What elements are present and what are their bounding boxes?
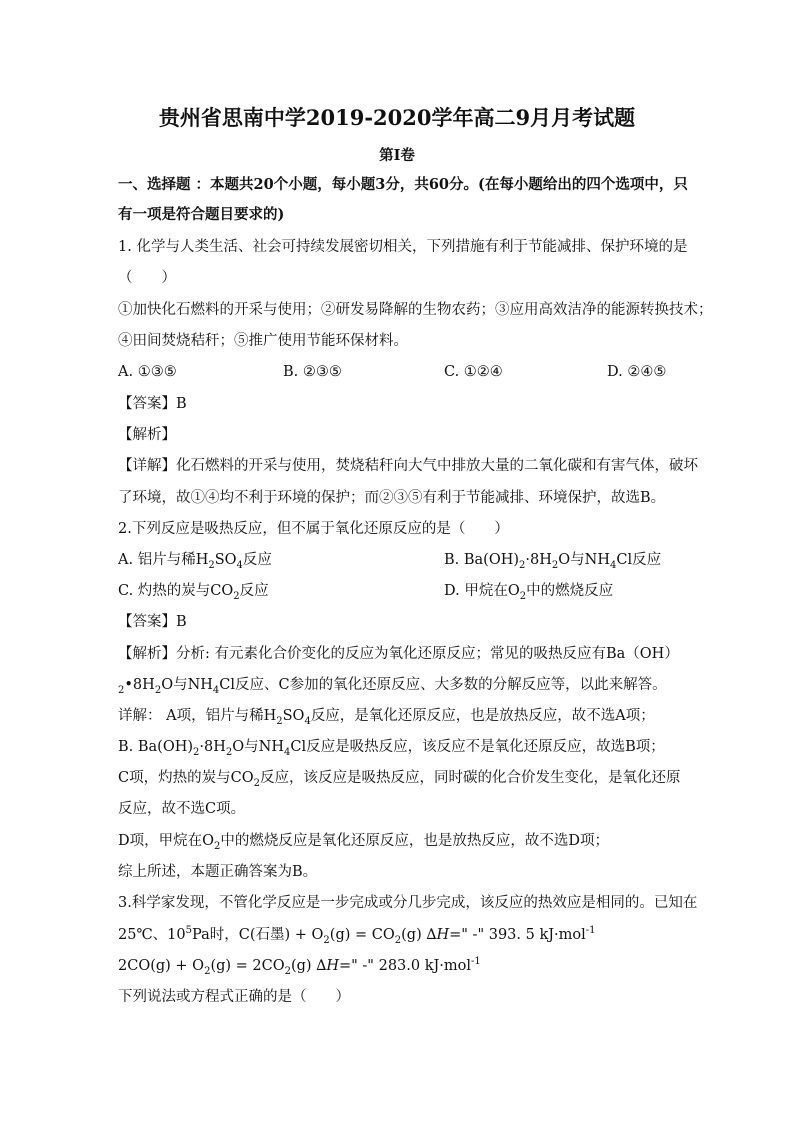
q3-equation-1: 25℃、$10^5Pa$时，C(石墨) + $O_2(g) = CO_2(g)$ ∆H=" -" 393. 5 kJ·mol$^{-1}$	[118, 925, 596, 946]
q1-answer: 【答案】B	[118, 396, 187, 412]
q2-stem: 2.下列反应是吸热反应，但不属于氧化还原反应的是（ ）	[118, 521, 509, 537]
q2-summary: 综上所述，本题正确答案为B。	[118, 864, 318, 880]
q1-option-b: B. ②③⑤	[283, 364, 342, 380]
q1-detail-text1: 化石燃料的开采与使用，焚烧秸秆向大气中排放大量的二氧化碳和有害气体，破坏	[176, 458, 698, 474]
page-title: 贵州省思南中学2019-2020学年高二9月月考试题	[158, 105, 636, 130]
section-header-line2: 有一项是符合题目要求的)	[118, 206, 285, 223]
q2-detail-line5: D项，甲烷在$O_2$中的燃烧反应是氧化还原反应，也是放热反应，故不选D项；	[118, 833, 610, 852]
q1-items-line1: ①加快化石燃料的开采与使用；②研发易降解的生物农药；③应用高效洁净的能源转换技术；	[118, 302, 713, 318]
q1-detail-line1	[118, 456, 698, 476]
q2-analysis-line1: 【解析】分析: 有元素化合价变化的反应为氧化还原反应；常见的吸热反应有Ba（OH）	[118, 646, 679, 662]
volume-label: 第I卷	[379, 147, 415, 164]
q2-option-a: A. 铝片与稀$H_2SO_4$反应	[118, 552, 272, 571]
q1-detail-line2: 了环境，故①④均不利于环境的保护；而②③⑤有利于节能减排、环境保护，故选B。	[118, 490, 666, 506]
q2-answer: 【答案】B	[118, 614, 187, 630]
q1-analysis-label: 【解析】	[118, 427, 176, 443]
q1-items-line2: ④田间焚烧秸秆；⑤推广使用节能环保材料。	[118, 333, 408, 349]
section-header-line1: 一、选择题 ：本题共20个小题，每小题3分，共60分。(在每小题给出的四个选项中，只	[118, 176, 688, 193]
q2-detail-line2: B. $Ba(OH)_2\cdot 8H_2O$与$NH_4Cl$反应是吸热反应，该反应不是氧化还原反应，故选B项；	[118, 739, 665, 758]
q1-stem-line1: 1. 化学与人类生活、社会可持续发展密切相关，下列措施有利于节能减排、保护环境的是	[118, 239, 688, 255]
q1-stem-line2: （ ）	[118, 270, 176, 286]
q2-option-d: D. 甲烷在$O_2$中的燃烧反应	[444, 583, 614, 602]
q3-equation-2: $2CO(g) + O_2(g) = 2CO_2(g)$ ∆H=" -" 283.0 kJ·mol$^{-1}$	[118, 956, 481, 977]
q1-option-a: A. ①③⑤	[118, 364, 177, 380]
q1-detail-label: 【详解】	[118, 458, 176, 474]
q2-option-b: B. $Ba(OH)_2\cdot 8H_2O$与$NH_4Cl$反应	[444, 552, 662, 571]
q3-stem-line1: 3.科学家发现，不管化学反应是一步完成或分几步完成，该反应的热效应是相同的。已知在	[118, 895, 698, 911]
q1-option-c: C. ①②④	[444, 364, 503, 380]
q2-detail-line3: C项，灼热的炭与$CO_2$反应，该反应是吸热反应，同时碳的化合价发生变化，是氧化还原	[118, 770, 681, 789]
q1-option-d: D. ②④⑤	[607, 364, 667, 380]
q2-detail-line1: 详解： A项，铝片与稀$H_2SO_4$反应，是氧化还原反应，也是放热反应，故不选A项；	[118, 708, 655, 727]
q2-analysis-line2: $_2•8H_2O$与$NH_4Cl$反应、C参加的氧化还原反应、大多数的分解反应等，以此来解答。	[118, 677, 667, 696]
q2-detail-line4: 反应，故不选C项。	[118, 801, 246, 817]
q2-option-c: C. 灼热的炭与$CO_2$反应	[118, 583, 269, 602]
q3-stem-line4: 下列说法或方程式正确的是（ ）	[118, 989, 350, 1005]
